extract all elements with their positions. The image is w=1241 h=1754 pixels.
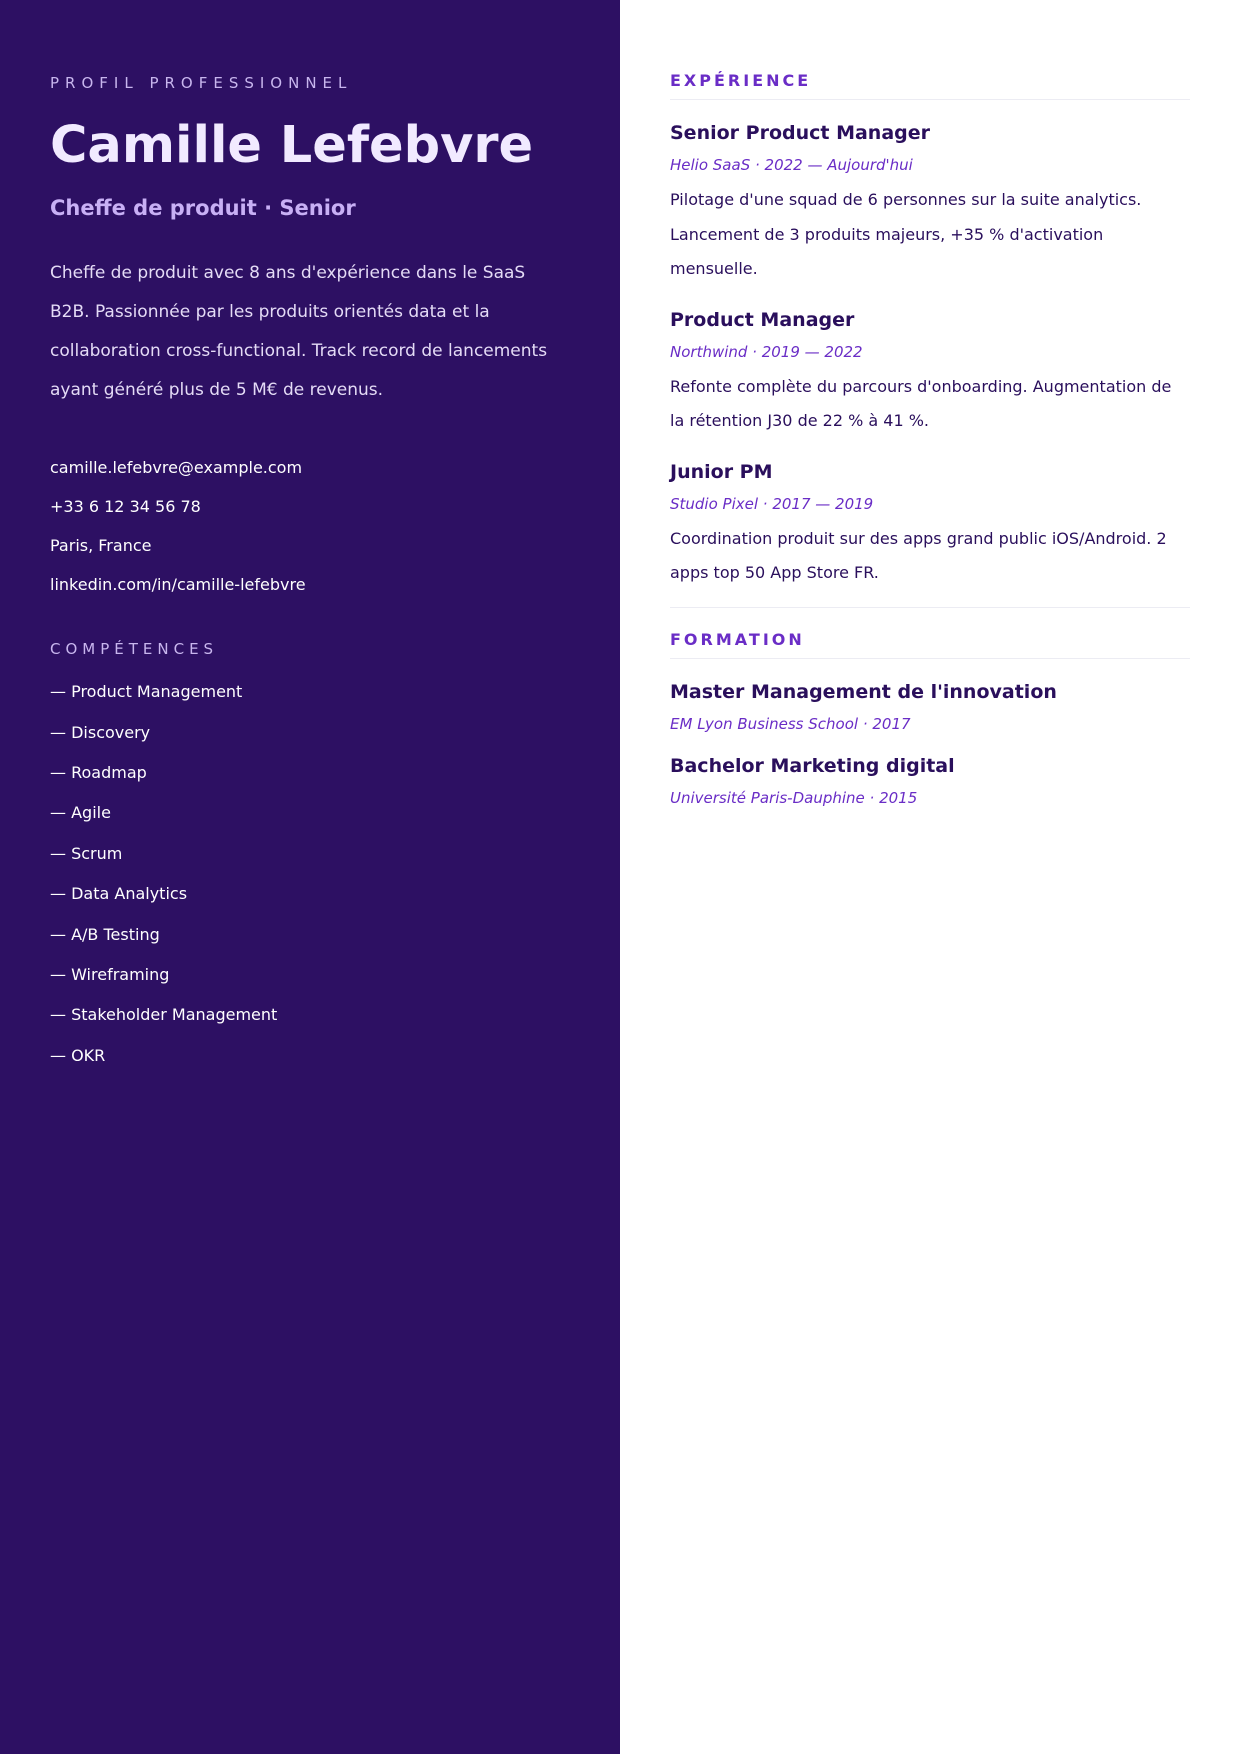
job-title: Junior PM	[670, 460, 773, 483]
experience-section	[670, 71, 1190, 608]
skill-item: — Roadmap	[50, 762, 147, 782]
candidate-role: Cheffe de produit · Senior	[50, 196, 356, 221]
contact-location: Paris, France	[50, 536, 152, 556]
profile-summary: Cheffe de produit avec 8 ans d'expérience dans le SaaS B2B. Passionnée par les produits orientés data et la collaboration cross-functional. Track record de lancements ayant généré plus de 5 M€ de revenus.	[50, 263, 548, 401]
skills-list	[50, 672, 570, 1076]
candidate-name: Camille Lefebvre	[50, 116, 534, 175]
contact-linkedin[interactable]: linkedin.com/in/camille-lefebvre	[50, 575, 306, 595]
job-title: Product Manager	[670, 308, 855, 331]
job-meta: Studio Pixel · 2017 — 2019	[670, 494, 874, 513]
skills-title: COMPÉTENCES	[50, 640, 219, 659]
education-entry	[670, 755, 1190, 807]
education-entry	[670, 681, 1190, 733]
formation-section	[670, 630, 1190, 807]
skill-item: — Agile	[50, 803, 111, 823]
section-divider	[670, 607, 1190, 608]
job-entry	[670, 309, 1190, 439]
skill-item: — Data Analytics	[50, 884, 188, 904]
sidebar	[0, 0, 620, 1754]
skill-item: — Wireframing	[50, 964, 170, 984]
education-meta: EM Lyon Business School · 2017	[670, 714, 911, 733]
skill-item: — Discovery	[50, 722, 151, 742]
skill-item: — Scrum	[50, 843, 123, 863]
formation-title: FORMATION	[670, 630, 1190, 659]
education-title: Master Management de l'innovation	[670, 680, 1057, 703]
job-description: Pilotage d'une squad de 6 personnes sur la suite analytics. Lancement de 3 produits majeurs, +35 % d'activation mensuelle.	[670, 190, 1142, 278]
experience-title: EXPÉRIENCE	[670, 71, 1190, 100]
contact-phone[interactable]: +33 6 12 34 56 78	[50, 497, 201, 517]
education-meta: Université Paris-Dauphine · 2015	[670, 788, 918, 807]
education-title: Bachelor Marketing digital	[670, 754, 955, 777]
skill-item: — Stakeholder Management	[50, 1005, 278, 1025]
job-description: Refonte complète du parcours d'onboarding. Augmentation de la rétention J30 de 22 % à 41 %.	[670, 376, 1172, 430]
skill-item: — Product Management	[50, 682, 243, 702]
job-meta: Helio SaaS · 2022 — Aujourd'hui	[670, 156, 913, 174]
job-entry	[670, 461, 1190, 591]
profile-eyebrow: PROFIL PROFESSIONNEL	[50, 74, 353, 92]
contact-block	[50, 448, 570, 604]
job-title: Senior Product Manager	[670, 122, 931, 144]
job-meta: Northwind · 2019 — 2022	[670, 342, 863, 361]
contact-email[interactable]: camille.lefebvre@example.com	[50, 458, 303, 478]
job-description: Coordination produit sur des apps grand public iOS/Android. 2 apps top 50 App Store FR.	[670, 528, 1167, 582]
job-entry	[670, 122, 1190, 287]
main-content	[620, 0, 1241, 1754]
skill-item: — OKR	[50, 1045, 106, 1065]
skill-item: — A/B Testing	[50, 924, 160, 944]
